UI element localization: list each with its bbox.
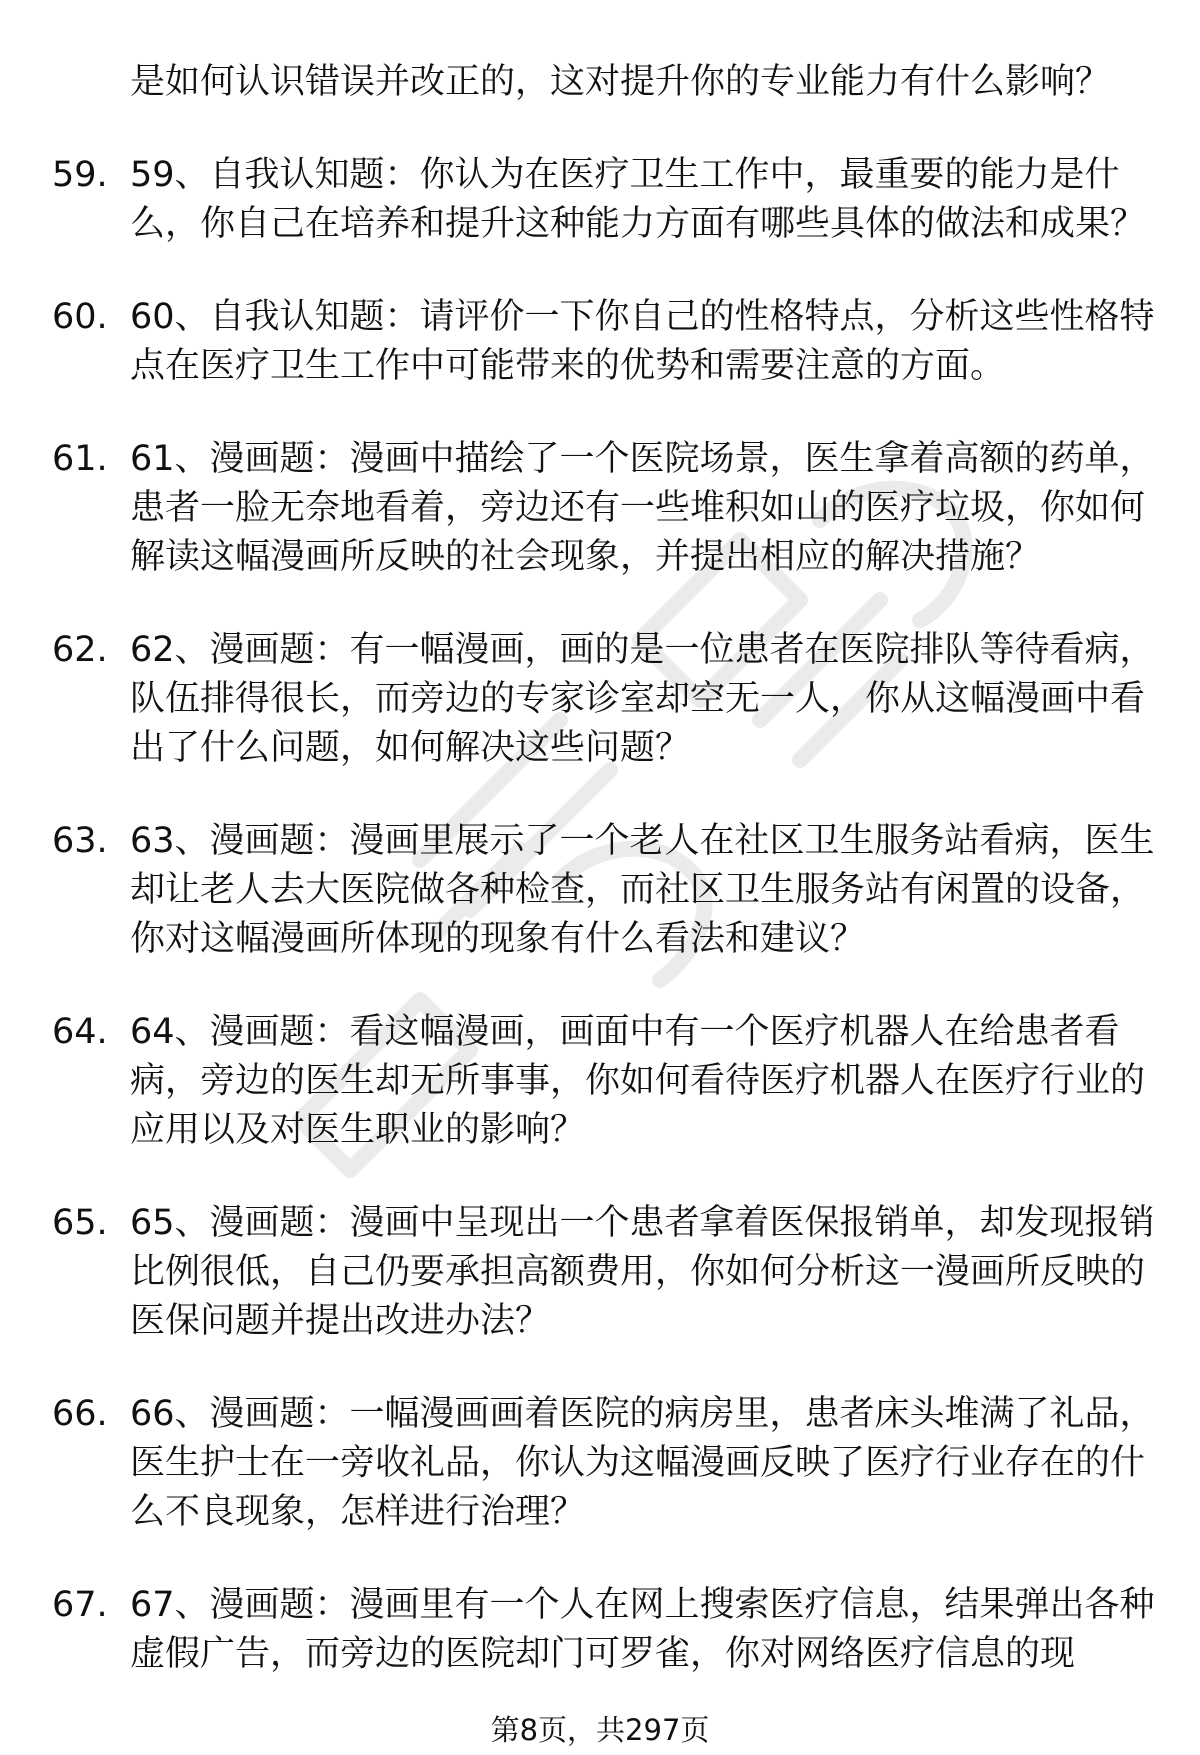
question-list: [52, 58, 1162, 1723]
list-item: [52, 435, 1162, 582]
item-number: 62.: [52, 630, 108, 670]
item-number: 66.: [52, 1394, 108, 1434]
list-item: [52, 1008, 1162, 1155]
item-number: 61.: [52, 439, 108, 479]
list-item: [52, 1390, 1162, 1537]
item-text: 64、漫画题：看这幅漫画，画面中有一个医疗机器人在给患者看病，旁边的医生却无所事事，你如何看待医疗机器人在医疗行业的应用以及对医生职业的影响？: [130, 1012, 1146, 1150]
list-item: [52, 817, 1162, 964]
item-number: 65.: [52, 1203, 108, 1243]
list-item: [52, 1199, 1162, 1346]
item-number: 63.: [52, 821, 108, 861]
item-number: 59.: [52, 155, 108, 195]
list-item: [52, 293, 1162, 391]
item-text: 59、自我认知题：你认为在医疗卫生工作中，最重要的能力是什么，你自己在培养和提升这种能力方面有哪些具体的做法和成果？: [130, 155, 1146, 244]
list-item: [52, 1581, 1162, 1679]
list-item: [52, 151, 1162, 249]
item-number: 67.: [52, 1585, 108, 1625]
item-text: 67、漫画题：漫画里有一个人在网上搜索医疗信息，结果弹出各种虚假广告，而旁边的医院却门可罗雀，你对网络医疗信息的现: [130, 1585, 1155, 1674]
item-text: 61、漫画题：漫画中描绘了一个医院场景，医生拿着高额的药单，患者一脸无奈地看着，旁边还有一些堆积如山的医疗垃圾，你如何解读这幅漫画所反映的社会现象，并提出相应的解决措施？: [130, 439, 1155, 577]
item-number: 60.: [52, 297, 108, 337]
page-footer: 第8页，共297页: [490, 1713, 710, 1747]
continued-paragraph: 是如何认识错误并改正的，这对提升你的专业能力有什么影响？: [130, 62, 1111, 102]
item-number: 64.: [52, 1012, 108, 1052]
item-text: 62、漫画题：有一幅漫画，画的是一位患者在医院排队等待看病，队伍排得很长，而旁边的专家诊室却空无一人，你从这幅漫画中看出了什么问题，如何解决这些问题？: [130, 630, 1155, 768]
item-text: 63、漫画题：漫画里展示了一个老人在社区卫生服务站看病，医生却让老人去大医院做各种检查，而社区卫生服务站有闲置的设备，你对这幅漫画所体现的现象有什么看法和建议？: [130, 821, 1155, 959]
item-text: 66、漫画题：一幅漫画画着医院的病房里，患者床头堆满了礼品，医生护士在一旁收礼品，你认为这幅漫画反映了医疗行业存在的什么不良现象，怎样进行治理？: [130, 1394, 1155, 1532]
item-text: 65、漫画题：漫画中呈现出一个患者拿着医保报销单，却发现报销比例很低，自己仍要承担高额费用，你如何分析这一漫画所反映的医保问题并提出改进办法？: [130, 1203, 1155, 1341]
list-item: [52, 626, 1162, 773]
item-text: 60、自我认知题：请评价一下你自己的性格特点，分析这些性格特点在医疗卫生工作中可能带来的优势和需要注意的方面。: [130, 297, 1155, 386]
